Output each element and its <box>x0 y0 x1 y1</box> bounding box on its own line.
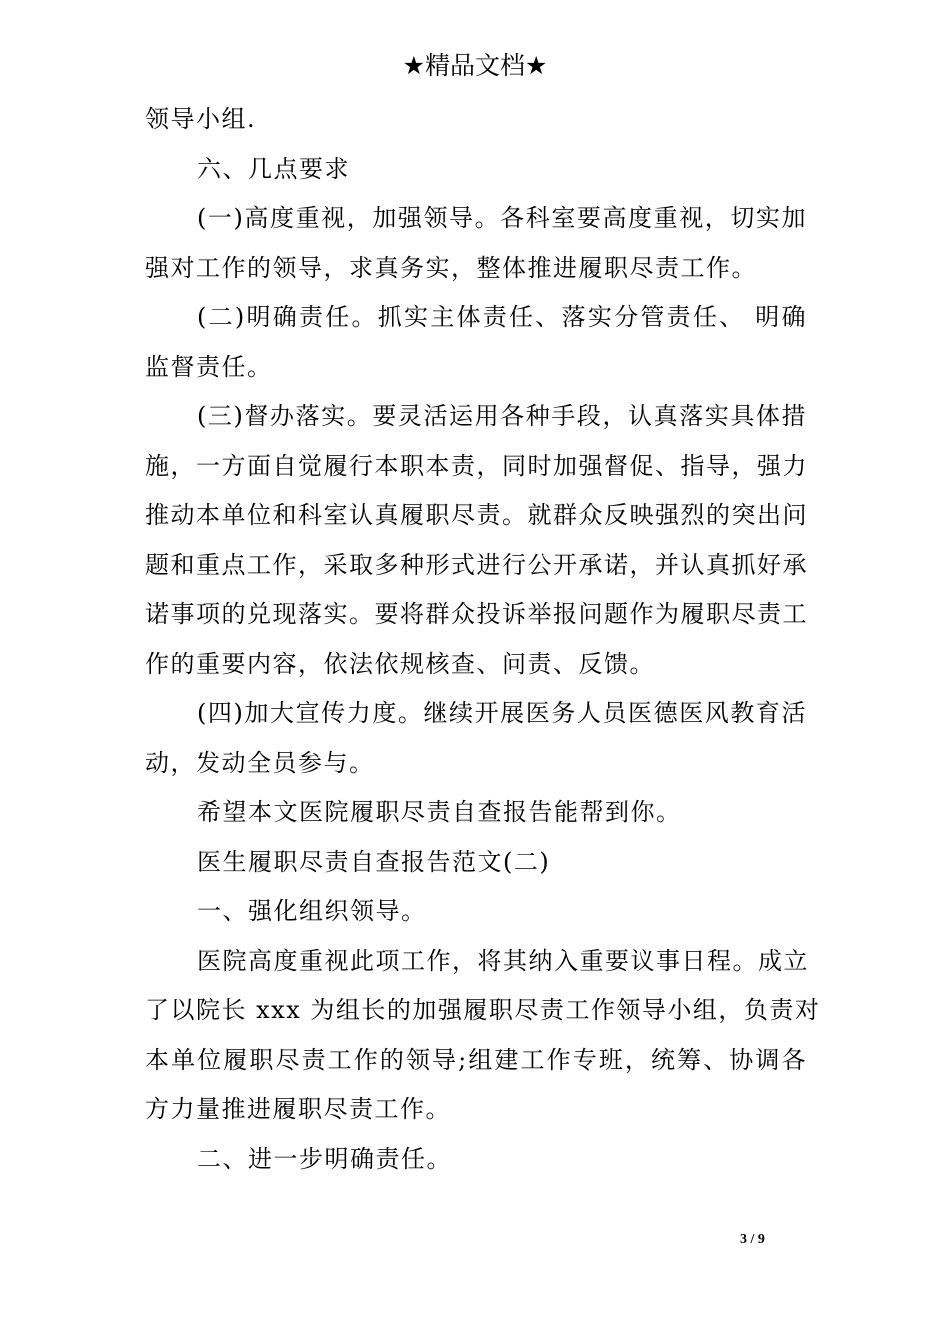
text-line: 诺事项的兑现落实。要将群众投诉举报问题作为履职尽责工 <box>145 600 808 628</box>
text-line: 强对工作的领导，求真务实，整体推进履职尽责工作。 <box>145 253 757 282</box>
text-line: (四)加大宣传力度。继续开展医务人员医德医风教育活 <box>197 699 807 727</box>
text-line: 领导小组. <box>145 105 257 133</box>
text-line: (三)督办落实。要灵活运用各种手段，认真落实具体措 <box>197 402 807 430</box>
text-line: 方力量推进履职尽责工作。 <box>145 1095 451 1123</box>
page-number: 3 / 9 <box>740 1232 765 1247</box>
text-line: 施，一方面自觉履行本职本责，同时加强督促、指导，强力 <box>145 451 808 480</box>
text-line: 题和重点工作，采取多种形式进行公开承诺，并认真抓好承 <box>145 550 808 579</box>
text-line: 作的重要内容，依法依规核查、问责、反馈。 <box>145 649 655 678</box>
text-line: 医院高度重视此项工作，将其纳入重要议事日程。成立 <box>197 946 809 975</box>
document-body <box>145 95 821 1184</box>
text-line: 动，发动全员参与。 <box>145 748 375 777</box>
text-line: 了以院长 xxx 为组长的加强履职尽责工作领导小组，负责对 <box>145 996 821 1024</box>
text-line: 监督责任。 <box>145 352 273 381</box>
document-header-title: ★精品文档★ <box>402 51 548 80</box>
text-line: (二)明确责任。抓实主体责任、落实分管责任、 明确 <box>197 303 807 331</box>
section-heading: 医生履职尽责自查报告范文(二) <box>197 847 551 876</box>
section-heading: 一、强化组织领导。 <box>197 897 427 925</box>
text-line: 希望本文医院履职尽责自查报告能帮到你。 <box>197 798 682 826</box>
text-line: 本单位履职尽责工作的领导;组建工作专班，统筹、协调各 <box>145 1045 807 1074</box>
section-heading: 二、进一步明确责任。 <box>197 1144 452 1173</box>
section-heading: 六、几点要求 <box>197 154 350 183</box>
text-line: (一)高度重视，加强领导。各科室要高度重视，切实加 <box>197 204 807 232</box>
text-line: 推动本单位和科室认真履职尽责。就群众反映强烈的突出问 <box>145 501 808 529</box>
